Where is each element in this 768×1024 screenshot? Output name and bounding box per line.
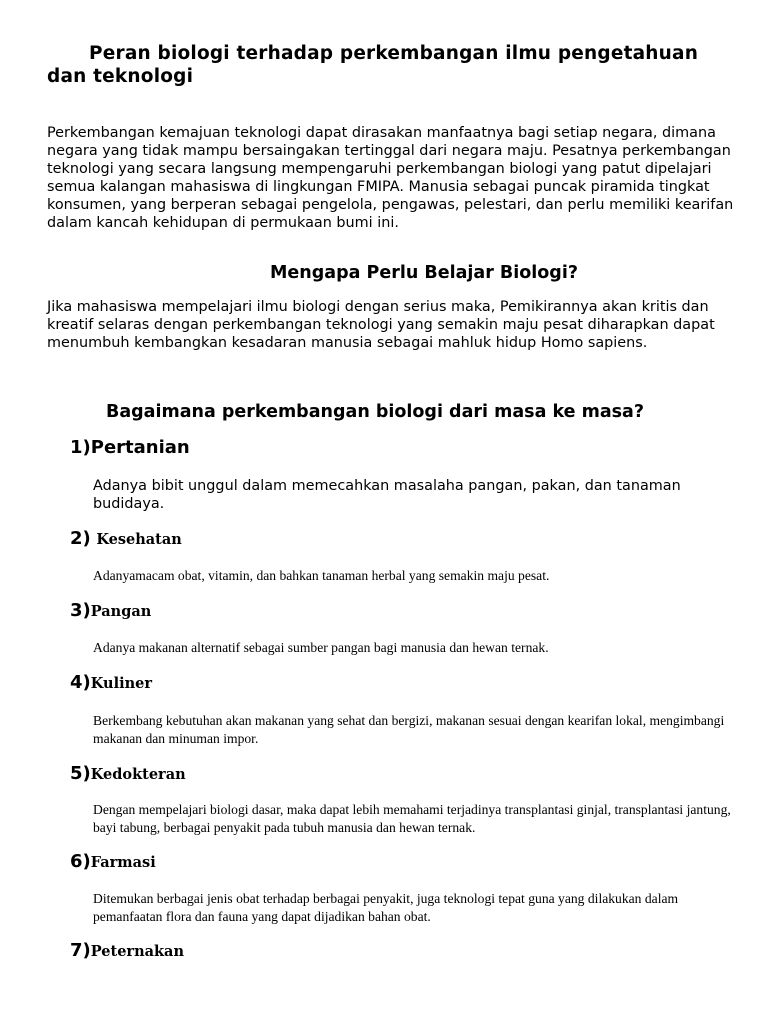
list-item-description: Adanya bibit unggul dalam memecahkan masalaha pangan, pakan, dan tanaman budidaya. (93, 478, 681, 512)
document-title-text: Peran biologi terhadap perkembangan ilmu pengetahuan dan teknologi (47, 43, 699, 87)
list-number: 1) (70, 437, 91, 458)
list-item-heading-kesehatan (70, 528, 182, 551)
list-item-heading-kuliner (70, 672, 152, 695)
document-title (47, 42, 737, 88)
list-number: 4) (70, 672, 91, 693)
list-item-description: Ditemukan berbagai jenis obat terhadap berbagai penyakit, juga teknologi tepat guna yang dilakukan dalam pemanfaatan flora dan fauna yang dapat dijadikan bahan obat. (93, 891, 679, 924)
list-label: Farmasi (90, 854, 156, 871)
list-item-heading-kedokteran (70, 763, 186, 786)
list-item-description: Berkembang kebutuhan akan makanan yang sehat dan bergizi, makanan sesuai dengan kearifan lokal, mengimbangi makanan dan minuman impor. (93, 713, 725, 746)
list-item-heading-farmasi (70, 851, 156, 874)
list-item-heading-pertanian (70, 437, 190, 459)
list-number: 3) (70, 600, 91, 621)
list-number: 6) (70, 851, 91, 872)
list-label: Kesehatan (96, 531, 182, 548)
list-number: 5) (70, 763, 91, 784)
list-item-heading-peternakan (70, 940, 184, 963)
list-item-heading-pangan (70, 600, 151, 623)
list-label: Peternakan (90, 943, 184, 960)
list-label: Pertanian (90, 437, 190, 458)
list-label: Kedokteran (90, 766, 186, 783)
intro-paragraph: Perkembangan kemajuan teknologi dapat dirasakan manfaatnya bagi setiap negara, dimana negara yang tidak mampu bersaingakan tertinggal dari negara maju. Pesatnya perkembangan teknologi yang secara langsung mempengaruhi perkembangan biologi yang patut dipelajari semua kalangan mahasiswa di lingkungan FMIPA. Manusia sebagai puncak piramida tingkat konsumen, yang berperan sebagai pengelola, pengawas, pelestari, dan perlu memiliki kearifan dalam kancah kehidupan di permukaan bumi ini. (47, 125, 734, 231)
list-item-description: Adanya makanan alternatif sebagai sumber pangan bagi manusia dan hewan ternak. (93, 640, 549, 655)
section1-heading: Mengapa Perlu Belajar Biologi? (270, 263, 578, 283)
section1-paragraph: Jika mahasiswa mempelajari ilmu biologi dengan serius maka, Pemikirannya akan kritis dan kreatif selaras dengan perkembangan teknologi yang semakin maju pesat diharapkan dapat menumbuh kembangkan kesadaran manusia sebagai mahluk hidup Homo sapiens. (47, 299, 715, 351)
section2-heading: Bagaimana perkembangan biologi dari masa ke masa? (106, 402, 645, 422)
list-number: 2) (70, 528, 91, 549)
list-item-description: Dengan mempelajari biologi dasar, maka dapat lebih memahami terjadinya transplantasi ginjal, transplantasi jantung, bayi tabung, berbagai penyakit pada tubuh manusia dan hewan ternak. (93, 802, 731, 835)
list-number: 7) (70, 940, 91, 961)
list-item-description: Adanyamacam obat, vitamin, dan bahkan tanaman herbal yang semakin maju pesat. (93, 568, 550, 583)
list-label: Kuliner (90, 675, 153, 692)
list-label: Pangan (90, 603, 152, 620)
